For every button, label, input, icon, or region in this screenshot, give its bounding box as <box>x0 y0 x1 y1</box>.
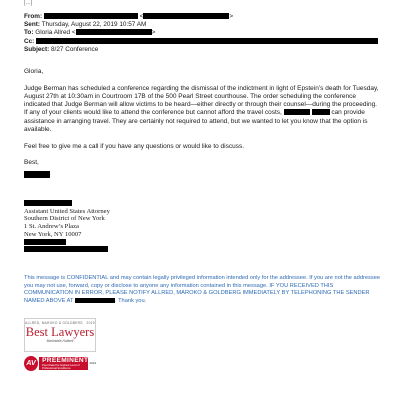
sent-value: Thursday, August 22, 2019 10:57 AM <box>41 21 147 29</box>
signature-address1: 1 St. Andrew’s Plaza <box>24 223 79 231</box>
redaction-body-2 <box>312 109 330 115</box>
to-label: To: <box>24 29 34 37</box>
from-close-bracket: > <box>229 13 234 20</box>
redaction-cc <box>36 38 378 44</box>
confidentiality-disclaimer <box>24 275 382 305</box>
subject-label: Subject: <box>24 45 50 53</box>
av-text-block <box>39 357 88 370</box>
best-lawyers-year: 2019 <box>86 321 95 325</box>
to-row <box>24 29 384 37</box>
cc-row <box>24 38 384 46</box>
av-year: 2019 <box>89 361 96 365</box>
to-close-bracket: > <box>151 29 156 37</box>
best-lawyers-badge <box>24 318 96 352</box>
email-header <box>24 13 384 54</box>
best-lawyers-title: Best Lawyers <box>25 325 95 339</box>
from-row <box>24 13 384 21</box>
av-sub-label: Peer Rated for Highest Level of Professional Excellence <box>42 363 80 370</box>
disclaimer-text: This message is CONFIDENTIAL and may contain legally privileged information intended only for the addressee. If you are not the addressee you may not use, forward, copy or disclose to anyone any information contained in this message. IF YOU RECEIVED THIS COMMUNICATION IN ERROR, PLEASE NOTIFY ALLRED, MAROKO & GOLDBERG IMMEDIATELY BY TELEPHONING THE SENDER NAMED ABOVE AT <box>24 275 381 304</box>
signature-block <box>24 200 224 254</box>
redaction-closing-name <box>24 171 50 178</box>
best-lawyers-subtitle: Martindale-Hubbell <box>46 339 74 343</box>
subject-value: 8/27 Conference <box>51 45 99 53</box>
paragraph-questions: Feel free to give me a call if you have any questions or would like to discuss. <box>24 142 245 150</box>
disclaimer-thanks: . Thank you. <box>115 297 147 304</box>
paragraph-conference <box>24 85 380 135</box>
from-label: From: <box>24 13 43 20</box>
closing-name-row <box>24 171 380 180</box>
top-fragment: [...] <box>24 0 33 6</box>
to-value: Gloria Allred < <box>35 29 76 37</box>
redaction-body-1 <box>284 109 310 115</box>
redaction-signature-name <box>24 200 72 206</box>
signature-address2: New York, NY 10007 <box>24 230 82 238</box>
redaction-from-name <box>44 13 138 19</box>
sent-row <box>24 21 384 29</box>
signature-name-row <box>24 200 224 208</box>
closing: Best, <box>24 159 39 167</box>
best-lawyers-firm-name: ALLRED, MAROKO & GOLDBERG <box>25 321 83 325</box>
paragraph-conference-part1: Judge Berman has scheduled a conference regarding the dismissal of the indictment in light of Epstein’s death for Tuesday, August 27th at 10:30am in Courtroom 17B of the 500 Pearl Street courthouse. The order scheduling the conference indicated that Judge Berman will allow victims to be heard—either directly or through their counsel—during the proceeding. If any of your clients would like to attend the conference but cannot afford the travel costs, <box>24 84 379 117</box>
redaction-disclaimer-phone <box>75 298 115 303</box>
award-badges <box>24 318 96 372</box>
sent-label: Sent: <box>24 21 40 29</box>
cc-label: Cc: <box>24 37 35 45</box>
av-preeminent-badge <box>24 354 96 372</box>
signature-title: Assistant United States Attorney <box>24 207 110 215</box>
paragraph-conference-part2: can provide assistance in arranging travel. They are certainly not required to attend, but we wanted to let you know that the option is available. <box>24 109 368 134</box>
redaction-from-email <box>143 13 229 19</box>
greeting: Gloria, <box>24 68 44 75</box>
subject-row <box>24 46 384 54</box>
redaction-signature-email <box>24 246 108 252</box>
av-main-label: PREEMINENT <box>42 356 89 364</box>
from-open-bracket: < <box>139 13 144 20</box>
email-body <box>24 68 380 180</box>
signature-office: Southern District of New York <box>24 215 105 223</box>
signature-phone-row <box>24 239 224 247</box>
signature-email-row <box>24 246 224 254</box>
redaction-signature-phone <box>24 239 66 245</box>
redaction-to-email <box>76 29 152 35</box>
av-logo-icon: AV <box>24 356 38 371</box>
